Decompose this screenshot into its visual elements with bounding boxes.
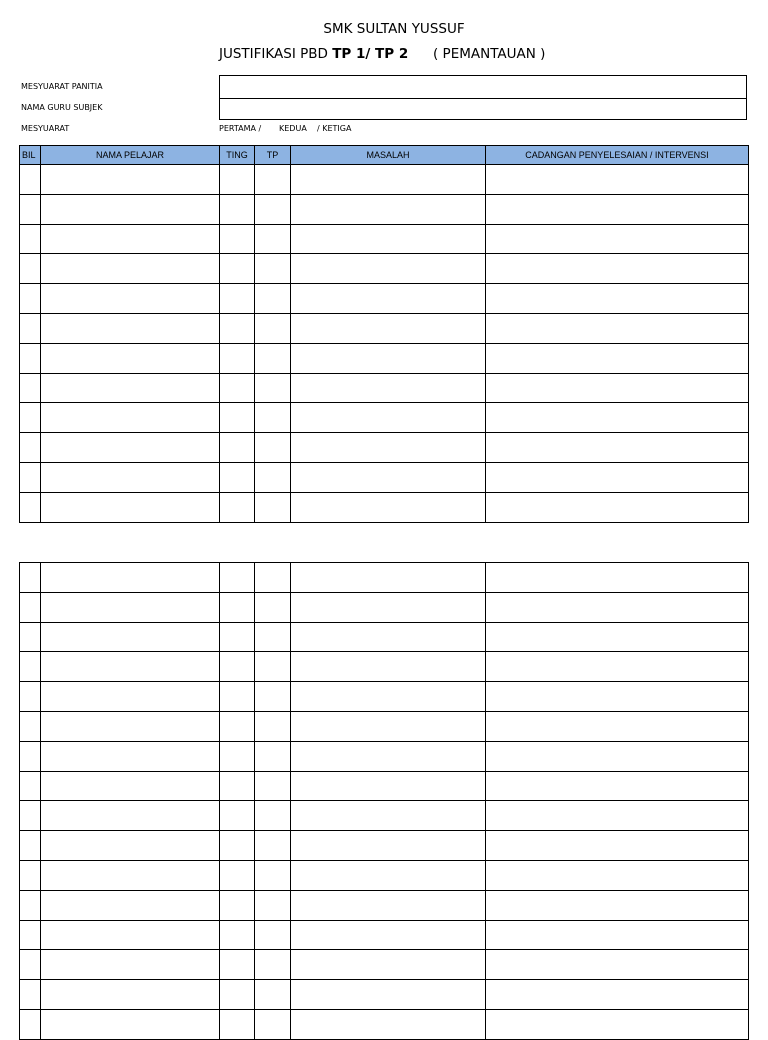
table-cell[interactable] <box>255 492 291 522</box>
table-cell[interactable] <box>255 313 291 343</box>
table-cell[interactable] <box>291 801 486 831</box>
table-row <box>20 890 749 920</box>
option-pertama[interactable]: PERTAMA / <box>219 124 262 133</box>
table-cell[interactable] <box>255 373 291 403</box>
table-cell[interactable] <box>291 741 486 771</box>
table-cell[interactable] <box>255 771 291 801</box>
table-cell[interactable] <box>486 1009 749 1039</box>
table-cell[interactable] <box>255 462 291 492</box>
table-cell[interactable] <box>20 831 41 861</box>
table-cell[interactable] <box>41 313 220 343</box>
table-cell[interactable] <box>20 194 41 224</box>
col-tp: TP <box>255 146 291 165</box>
table-cell[interactable] <box>486 343 749 373</box>
table-cell[interactable] <box>20 741 41 771</box>
table-row <box>20 801 749 831</box>
table-cell[interactable] <box>220 492 255 522</box>
table-cell[interactable] <box>220 950 255 980</box>
table-cell[interactable] <box>41 462 220 492</box>
table-cell[interactable] <box>41 254 220 284</box>
table-cell[interactable] <box>20 801 41 831</box>
table-cell[interactable] <box>220 254 255 284</box>
table-cell[interactable] <box>255 563 291 593</box>
table-cell[interactable] <box>255 831 291 861</box>
table-cell[interactable] <box>291 622 486 652</box>
table-cell[interactable] <box>220 771 255 801</box>
table-cell[interactable] <box>20 622 41 652</box>
table-cell[interactable] <box>291 373 486 403</box>
table-cell[interactable] <box>220 801 255 831</box>
table-cell[interactable] <box>41 771 220 801</box>
table-cell[interactable] <box>41 890 220 920</box>
table-cell[interactable] <box>41 403 220 433</box>
table-cell[interactable] <box>20 284 41 314</box>
table-cell[interactable] <box>41 343 220 373</box>
table-cell[interactable] <box>291 920 486 950</box>
table-header-row <box>20 146 749 165</box>
table-cell[interactable] <box>20 890 41 920</box>
table-cell[interactable] <box>20 492 41 522</box>
table-cell[interactable] <box>255 224 291 254</box>
table-cell[interactable] <box>291 254 486 284</box>
table-cell[interactable] <box>41 224 220 254</box>
table-cell[interactable] <box>220 682 255 712</box>
table-row <box>20 592 749 622</box>
student-table-1 <box>19 145 749 523</box>
option-ketiga[interactable]: / KETIGA <box>317 124 352 133</box>
table-cell[interactable] <box>41 563 220 593</box>
table-cell[interactable] <box>220 373 255 403</box>
mesyuarat-panitia-label: MESYUARAT PANITIA <box>21 82 103 91</box>
table-cell[interactable] <box>486 711 749 741</box>
table-cell[interactable] <box>20 1009 41 1039</box>
table-cell[interactable] <box>41 1009 220 1039</box>
table-row <box>20 194 749 224</box>
table-cell[interactable] <box>255 890 291 920</box>
table-cell[interactable] <box>220 343 255 373</box>
table-cell[interactable] <box>255 980 291 1010</box>
table-cell[interactable] <box>291 343 486 373</box>
table-cell[interactable] <box>486 194 749 224</box>
table-cell[interactable] <box>291 771 486 801</box>
table-cell[interactable] <box>486 313 749 343</box>
table-cell[interactable] <box>486 254 749 284</box>
table-cell[interactable] <box>291 433 486 463</box>
table-cell[interactable] <box>486 920 749 950</box>
table-cell[interactable] <box>486 890 749 920</box>
table-cell[interactable] <box>255 652 291 682</box>
table-cell[interactable] <box>255 950 291 980</box>
table-cell[interactable] <box>255 741 291 771</box>
table-cell[interactable] <box>41 711 220 741</box>
table-row <box>20 373 749 403</box>
table-cell[interactable] <box>486 433 749 463</box>
table-cell[interactable] <box>291 284 486 314</box>
table-row <box>20 254 749 284</box>
table-cell[interactable] <box>41 373 220 403</box>
table-row <box>20 284 749 314</box>
table-cell[interactable] <box>41 622 220 652</box>
table-row <box>20 860 749 890</box>
table-cell[interactable] <box>20 254 41 284</box>
table-cell[interactable] <box>20 920 41 950</box>
table-cell[interactable] <box>41 194 220 224</box>
table-cell[interactable] <box>220 165 255 195</box>
table-cell[interactable] <box>20 433 41 463</box>
table-cell[interactable] <box>220 313 255 343</box>
table-cell[interactable] <box>291 980 486 1010</box>
table-cell[interactable] <box>291 224 486 254</box>
table-row <box>20 165 749 195</box>
table-cell[interactable] <box>20 224 41 254</box>
table-row <box>20 462 749 492</box>
table-row <box>20 492 749 522</box>
table-cell[interactable] <box>255 682 291 712</box>
table-cell[interactable] <box>220 860 255 890</box>
table-cell[interactable] <box>291 890 486 920</box>
option-kedua[interactable]: KEDUA <box>279 124 307 133</box>
table-cell[interactable] <box>255 284 291 314</box>
school-name: SMK SULTAN YUSSUF <box>323 21 465 37</box>
col-ting: TING <box>220 146 255 165</box>
table-row <box>20 771 749 801</box>
table-row <box>20 980 749 1010</box>
table-cell[interactable] <box>486 403 749 433</box>
table-row <box>20 950 749 980</box>
table-cell[interactable] <box>220 284 255 314</box>
table-row <box>20 920 749 950</box>
table-cell[interactable] <box>291 831 486 861</box>
table-cell[interactable] <box>220 920 255 950</box>
table-cell[interactable] <box>255 860 291 890</box>
title-suffix: ( PEMANTAUAN ) <box>433 46 546 62</box>
col-masalah: MASALAH <box>291 146 486 165</box>
table-cell[interactable] <box>220 741 255 771</box>
table-row <box>20 741 749 771</box>
table-cell[interactable] <box>220 831 255 861</box>
table-cell[interactable] <box>220 563 255 593</box>
nama-guru-field[interactable] <box>219 98 747 120</box>
table-cell[interactable] <box>255 433 291 463</box>
table-cell[interactable] <box>255 165 291 195</box>
table-cell[interactable] <box>41 741 220 771</box>
table-cell[interactable] <box>291 860 486 890</box>
table-cell[interactable] <box>41 980 220 1010</box>
table-cell[interactable] <box>291 313 486 343</box>
table-cell[interactable] <box>291 1009 486 1039</box>
table-cell[interactable] <box>255 343 291 373</box>
table-cell[interactable] <box>220 622 255 652</box>
table-cell[interactable] <box>486 224 749 254</box>
table-cell[interactable] <box>486 622 749 652</box>
table-cell[interactable] <box>20 682 41 712</box>
table-cell[interactable] <box>20 950 41 980</box>
table-cell[interactable] <box>255 592 291 622</box>
table-cell[interactable] <box>486 563 749 593</box>
table-cell[interactable] <box>20 343 41 373</box>
table-row <box>20 682 749 712</box>
table-cell[interactable] <box>20 313 41 343</box>
table-cell[interactable] <box>20 771 41 801</box>
table-cell[interactable] <box>255 194 291 224</box>
table-cell[interactable] <box>220 592 255 622</box>
table-cell[interactable] <box>486 462 749 492</box>
table-cell[interactable] <box>220 980 255 1010</box>
table-cell[interactable] <box>20 592 41 622</box>
table-cell[interactable] <box>291 462 486 492</box>
table-cell[interactable] <box>41 652 220 682</box>
table-cell[interactable] <box>20 165 41 195</box>
mesyuarat-panitia-field[interactable] <box>219 75 747 99</box>
table-cell[interactable] <box>41 801 220 831</box>
table-cell[interactable] <box>255 801 291 831</box>
table-cell[interactable] <box>291 711 486 741</box>
table-cell[interactable] <box>291 682 486 712</box>
table-cell[interactable] <box>20 403 41 433</box>
table-cell[interactable] <box>486 831 749 861</box>
table-cell[interactable] <box>41 492 220 522</box>
table-row <box>20 224 749 254</box>
table-cell[interactable] <box>220 890 255 920</box>
table-cell[interactable] <box>220 194 255 224</box>
table-cell[interactable] <box>486 592 749 622</box>
table-cell[interactable] <box>20 563 41 593</box>
title-bold: TP 1/ TP 2 <box>332 46 409 62</box>
table-cell[interactable] <box>220 1009 255 1039</box>
table-cell[interactable] <box>20 980 41 1010</box>
table-cell[interactable] <box>291 563 486 593</box>
table-cell[interactable] <box>220 224 255 254</box>
table-cell[interactable] <box>486 771 749 801</box>
table-cell[interactable] <box>291 492 486 522</box>
table-cell[interactable] <box>486 652 749 682</box>
table-cell[interactable] <box>220 711 255 741</box>
table-cell[interactable] <box>41 831 220 861</box>
table-cell[interactable] <box>486 165 749 195</box>
table-cell[interactable] <box>486 860 749 890</box>
table-cell[interactable] <box>220 433 255 463</box>
table-cell[interactable] <box>20 373 41 403</box>
table-cell[interactable] <box>255 254 291 284</box>
table-row <box>20 313 749 343</box>
table-cell[interactable] <box>255 622 291 652</box>
table-cell[interactable] <box>291 403 486 433</box>
table-cell[interactable] <box>20 711 41 741</box>
table-cell[interactable] <box>255 711 291 741</box>
table-cell[interactable] <box>291 950 486 980</box>
table-cell[interactable] <box>41 284 220 314</box>
table-cell[interactable] <box>41 592 220 622</box>
table-cell[interactable] <box>20 860 41 890</box>
table-row <box>20 563 749 593</box>
table-cell[interactable] <box>291 592 486 622</box>
nama-guru-label: NAMA GURU SUBJEK <box>21 103 103 112</box>
table-cell[interactable] <box>486 950 749 980</box>
table-cell[interactable] <box>486 284 749 314</box>
table-cell[interactable] <box>220 403 255 433</box>
table-row <box>20 652 749 682</box>
table-cell[interactable] <box>255 403 291 433</box>
table-cell[interactable] <box>291 194 486 224</box>
table-cell[interactable] <box>486 741 749 771</box>
table-cell[interactable] <box>486 492 749 522</box>
table-row <box>20 403 749 433</box>
col-bil: BIL <box>20 146 41 165</box>
mesyuarat-label: MESYUARAT <box>21 124 70 133</box>
table-row <box>20 1009 749 1039</box>
table-cell[interactable] <box>291 165 486 195</box>
table-row <box>20 831 749 861</box>
table-row <box>20 711 749 741</box>
table-cell[interactable] <box>41 950 220 980</box>
student-table-2 <box>19 562 749 1040</box>
table-cell[interactable] <box>486 801 749 831</box>
table-row <box>20 343 749 373</box>
table-cell[interactable] <box>220 462 255 492</box>
table-cell[interactable] <box>486 980 749 1010</box>
table-cell[interactable] <box>255 920 291 950</box>
table-cell[interactable] <box>220 652 255 682</box>
table-cell[interactable] <box>291 652 486 682</box>
table-cell[interactable] <box>20 652 41 682</box>
col-cadangan: CADANGAN PENYELESAIAN / INTERVENSI <box>486 146 749 165</box>
table-cell[interactable] <box>41 920 220 950</box>
table-cell[interactable] <box>41 165 220 195</box>
table-cell[interactable] <box>41 860 220 890</box>
table-cell[interactable] <box>20 462 41 492</box>
table-row <box>20 433 749 463</box>
table-row <box>20 622 749 652</box>
table-cell[interactable] <box>486 373 749 403</box>
title-text: JUSTIFIKASI PBD TP 1/ TP 2 <box>219 46 409 62</box>
table-cell[interactable] <box>486 682 749 712</box>
col-nama-pelajar: NAMA PELAJAR <box>41 146 220 165</box>
table-cell[interactable] <box>255 1009 291 1039</box>
table-cell[interactable] <box>41 433 220 463</box>
table-cell[interactable] <box>41 682 220 712</box>
